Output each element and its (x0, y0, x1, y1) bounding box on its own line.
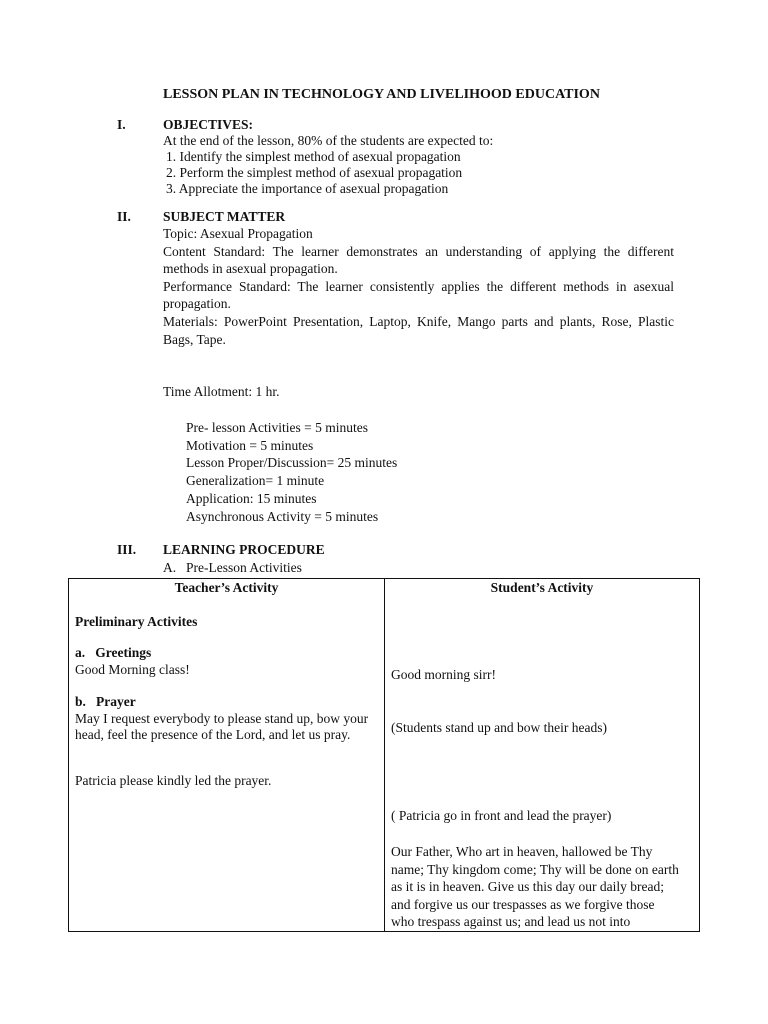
time-item: Asynchronous Activity = 5 minutes (186, 508, 379, 524)
prayer-text: May I request everybody to please stand up, bow your head, feel the presence of the Lord, and let us pray. (75, 711, 369, 742)
time-item: Application: 15 minutes (186, 490, 317, 506)
subject-matter-numeral: II. (117, 209, 131, 224)
time-breakdown-list (186, 419, 397, 525)
materials-list: Materials: PowerPoint Presentation, Laptop, Knife, Mango parts and plants, Rose, Plastic Bags, Tape. (163, 313, 674, 347)
student-greeting: Good morning sirr! (391, 667, 496, 682)
time-item: Generalization= 1 minute (186, 473, 325, 489)
student-column (385, 579, 700, 932)
activity-table (68, 578, 700, 932)
document-title: LESSON PLAN IN TECHNOLOGY AND LIVELIHOOD EDUCATION (163, 87, 600, 102)
objective-item: 2. Perform the simplest method of asexual propagation (166, 165, 463, 180)
objectives-body (163, 133, 674, 197)
objective-item: 3. Appreciate the importance of asexual propagation (166, 181, 449, 196)
content-standard: Content Standard: The learner demonstrates an understanding of applying the different methods in asexual propagation. (163, 243, 674, 277)
time-item: Motivation = 5 minutes (186, 437, 314, 453)
performance-standard: Performance Standard: The learner consistently applies the different methods in asexual propagation. (163, 278, 674, 312)
objectives-heading: OBJECTIVES: (163, 117, 254, 132)
greetings-label: a. Greetings (75, 645, 152, 660)
student-patricia-response: ( Patricia go in front and lead the prayer) (391, 808, 612, 823)
prayer-label: b. Prayer (75, 694, 136, 709)
subject-matter-heading: SUBJECT MATTER (163, 209, 286, 224)
objectives-numeral: I. (117, 117, 126, 132)
procedure-numeral: III. (117, 542, 137, 557)
pre-lesson-text: Pre-Lesson Activities (186, 560, 302, 575)
student-activity-header: Student’s Activity (490, 580, 594, 595)
patricia-instruction: Patricia please kindly led the prayer. (75, 773, 272, 788)
subject-matter-body (163, 225, 674, 348)
time-allotment: Time Allotment: 1 hr. (163, 384, 280, 399)
time-item: Pre- lesson Activities = 5 minutes (186, 420, 368, 435)
objective-item: 1. Identify the simplest method of asexual propagation (166, 149, 461, 164)
topic-line: Topic: Asexual Propagation (163, 226, 313, 241)
teacher-activity-header: Teacher’s Activity (174, 580, 279, 595)
pre-lesson-marker: A. (163, 560, 177, 575)
objectives-intro: At the end of the lesson, 80% of the students are expected to: (163, 133, 494, 148)
pre-lesson-label (163, 560, 302, 576)
student-stand-response: (Students stand up and bow their heads) (391, 720, 607, 735)
greetings-text: Good Morning class! (75, 662, 190, 677)
student-prayer-text: Our Father, Who art in heaven, hallowed be Thy name; Thy kingdom come; Thy will be done on earth as it is in heaven. Give us this day our daily bread; and forgive us our trespasses as we forgive those who trespass against us; and lead us not into (391, 844, 679, 930)
preliminary-activities-heading: Preliminary Activites (75, 614, 198, 629)
time-item: Lesson Proper/Discussion= 25 minutes (186, 455, 398, 471)
teacher-column (69, 579, 385, 932)
procedure-heading: LEARNING PROCEDURE (163, 542, 325, 557)
